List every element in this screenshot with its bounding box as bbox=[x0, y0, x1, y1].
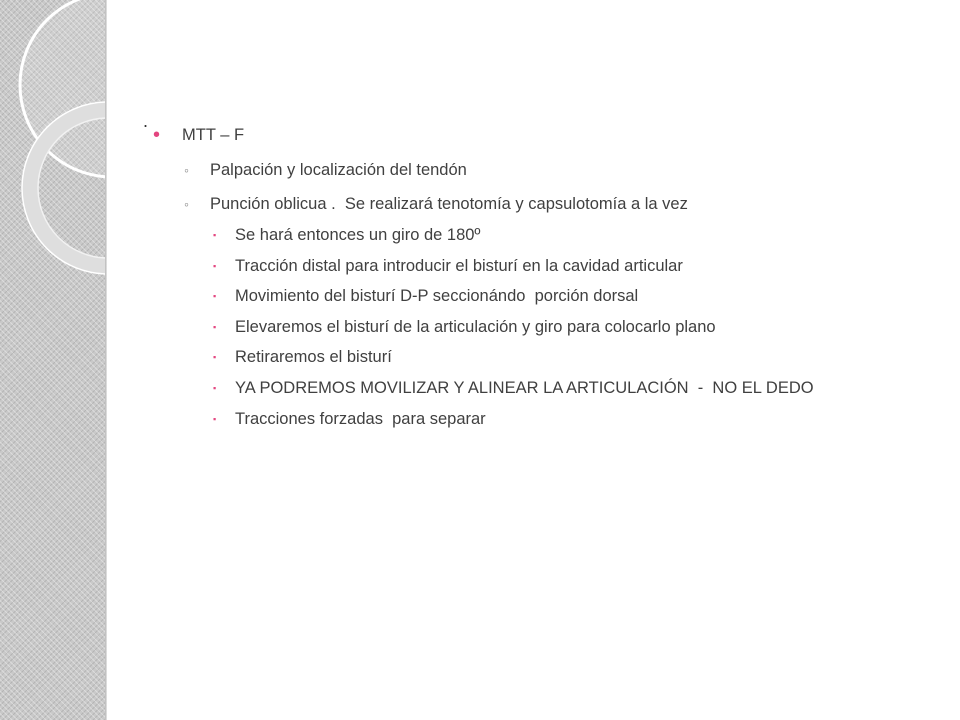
bullet-item-level3 bbox=[213, 316, 716, 338]
bullet-item-level3 bbox=[213, 224, 481, 246]
heading-text: MTT – F bbox=[182, 126, 245, 144]
small-square-bullet-icon: ▪ bbox=[213, 291, 217, 301]
bullet-item-level1 bbox=[153, 124, 245, 146]
item-text: Punción oblicua . Se realizará tenotomía y capsulotomía a la vez bbox=[210, 195, 688, 213]
bullet-item-level2 bbox=[184, 159, 467, 181]
small-square-bullet-icon: ▪ bbox=[213, 383, 217, 393]
bullet-item-level2 bbox=[184, 193, 688, 215]
item-text: Retiraremos el bisturí bbox=[235, 348, 392, 366]
small-square-bullet-icon: ▪ bbox=[213, 352, 217, 362]
item-text: YA PODREMOS MOVILIZAR Y ALINEAR LA ARTICULACIÓN - NO EL DEDO bbox=[235, 379, 814, 397]
decorative-circles bbox=[0, 0, 105, 720]
item-text: Movimiento del bisturí D-P seccionándo porción dorsal bbox=[235, 287, 639, 305]
pink-bullet-icon: • bbox=[153, 124, 161, 146]
small-square-bullet-icon: ▪ bbox=[213, 322, 217, 332]
bullet-item-level3 bbox=[213, 408, 486, 430]
bullet-item-level3 bbox=[213, 285, 639, 307]
item-text: Palpación y localización del tendón bbox=[210, 161, 467, 179]
small-square-bullet-icon: ▪ bbox=[213, 414, 217, 424]
item-text: Tracciones forzadas para separar bbox=[235, 410, 486, 428]
item-text: Elevaremos el bisturí de la articulación y giro para colocarlo plano bbox=[235, 318, 716, 336]
small-square-bullet-icon: ▪ bbox=[213, 230, 217, 240]
bullet-item-level3 bbox=[213, 346, 392, 368]
circle-bullet-icon: ◦ bbox=[184, 162, 189, 178]
decorative-side-strip bbox=[0, 0, 105, 720]
circle-bullet-icon: ◦ bbox=[184, 196, 189, 212]
item-text: Tracción distal para introducir el bisturí en la cavidad articular bbox=[235, 257, 683, 275]
stray-dot: . bbox=[143, 111, 149, 131]
bullet-item-level3 bbox=[213, 377, 814, 399]
small-square-bullet-icon: ▪ bbox=[213, 261, 217, 271]
bullet-item-level3 bbox=[213, 255, 683, 277]
item-text: Se hará entonces un giro de 180º bbox=[235, 226, 481, 244]
strip-divider bbox=[105, 0, 107, 720]
